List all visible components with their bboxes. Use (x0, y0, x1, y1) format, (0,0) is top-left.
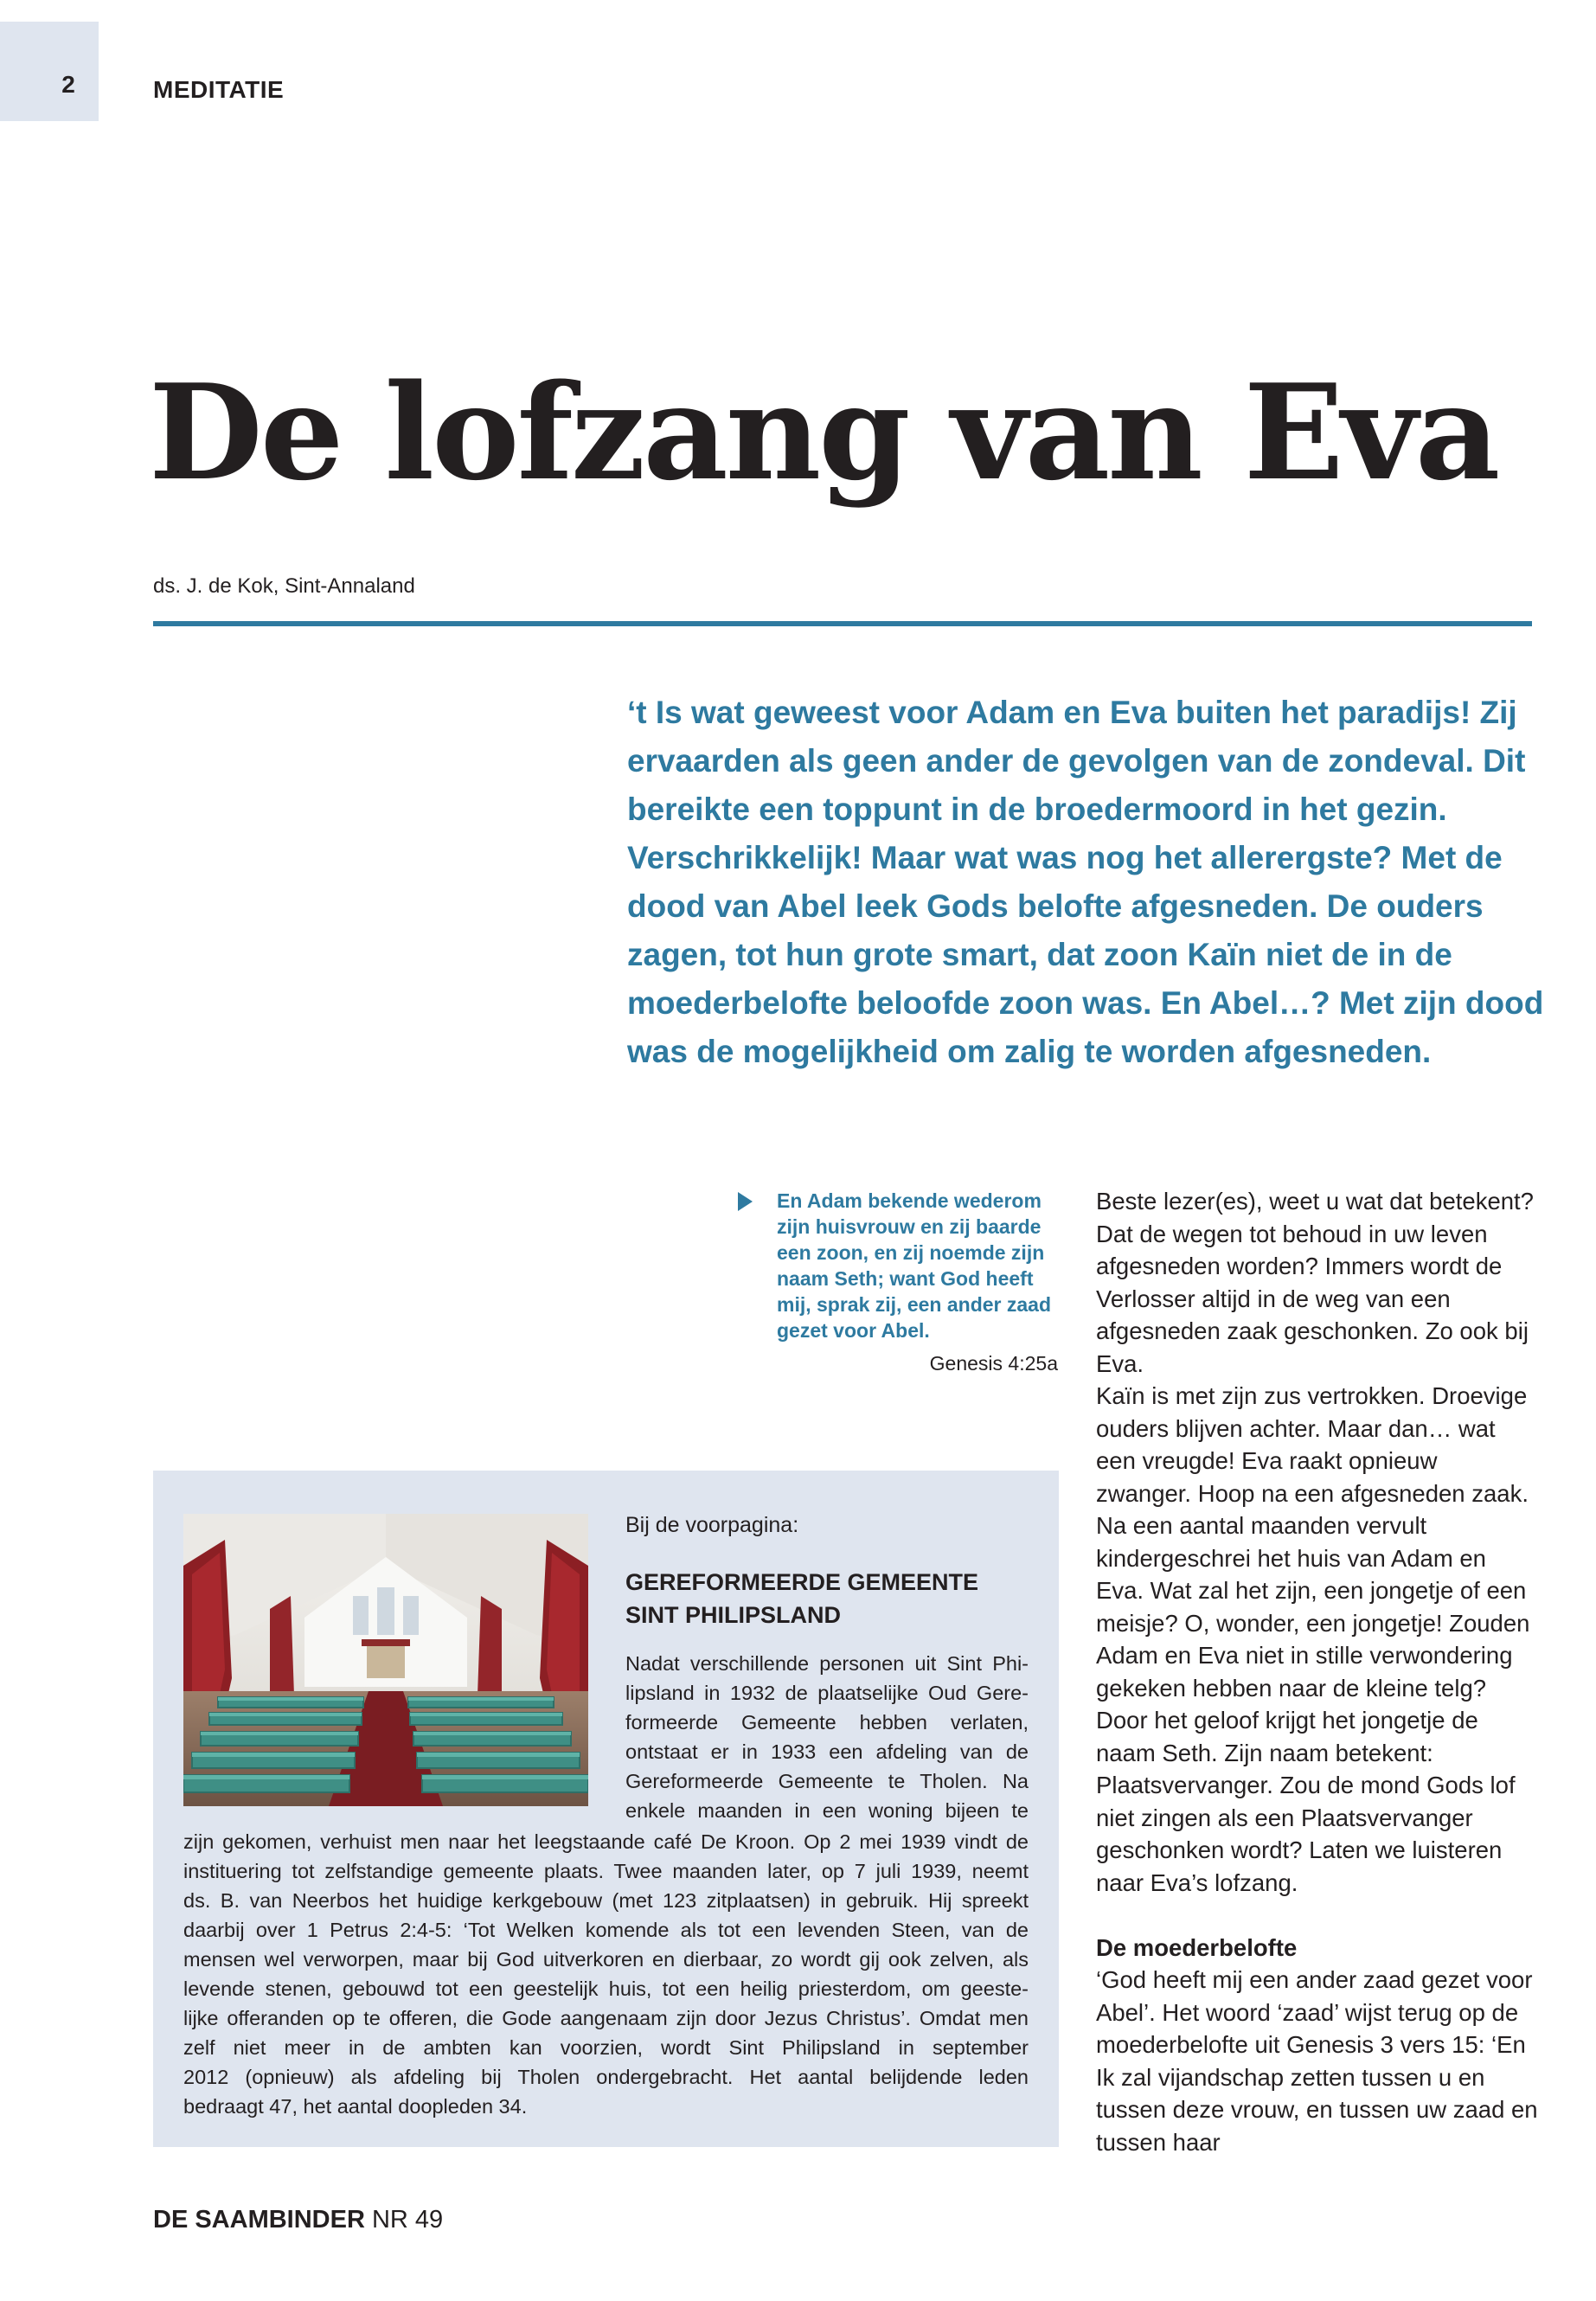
page-footer (153, 2206, 443, 2234)
sidebar-heading-line-2: SINT PHILIPSLAND (625, 1602, 842, 1628)
sidebar-line: zijn gekomen, verhuist men naar het leegstaande café De Kroon. Op 2 mei 1939 vindt de (183, 1830, 1029, 1853)
sidebar-heading-line-1: GEREFORMEERDE GEMEENTE (625, 1569, 979, 1595)
sidebar-line: mensen wel verworpen, maar bij God uitverkoren en dierbaar, zo wordt gij ook zelven, als (183, 1948, 1029, 1971)
publication-name: DE SAAMBINDER (153, 2206, 365, 2234)
sidebar-line: lijke offeranden op te offeren, die Gode aangenaam zijn door Jezus Christus’. Omdat men (183, 2007, 1029, 2029)
sidebar-line: levende stenen, gebouwd tot een geestelijk huis, tot een heilig priesterdom, om geeste- (183, 1977, 1029, 2000)
page-number: 2 (61, 71, 75, 98)
article-byline: ds. J. de Kok, Sint-Annaland (153, 574, 415, 598)
paragraph-spacer (1096, 1899, 1539, 1932)
sidebar-line: lipsland in 1932 de plaatselijke Oud Gere- (625, 1682, 1029, 1704)
sidebar-line: zelf niet meer in de ambten kan voorzien, wordt Sint Philipsland in september (183, 2036, 1029, 2059)
scripture-quote: En Adam bekende wederom zijn huisvrouw en zij baarde een zoon, en zij noemde zijn naam Seth; want God heeft mij, sprak zij, een ander zaad gezet voor Abel. (777, 1189, 1052, 1342)
article-body (1096, 1185, 1539, 2158)
intro-text: ‘t Is wat geweest voor Adam en Eva buiten het paradijs! Zij ervaarden als geen ander de gevolgen van de zondeval. Dit bereikte een toppunt in de broedermoord in het gezin. Verschrikkelijk! Maar wat was nog het allerergste? Met de dood van Abel leek Gods belofte afgesneden. De ouders zagen, tot hun grote smart, dat zoon Kaïn niet de in de moederbelofte beloofde zoon was. En Abel…? Met zijn dood was de mogelijkheid om zalig te worden afgesneden. (627, 695, 1544, 1069)
sidebar-line: bedraagt 47, het aantal doopleden 34. (183, 2095, 528, 2118)
sidebar-line: Gereformeerde Gemeente te Tholen. Na (625, 1770, 1029, 1792)
sidebar-line: ontstaat er in 1933 een afdeling van de (625, 1740, 1029, 1763)
article-title: De lofzang van Eva (149, 355, 1498, 510)
body-paragraph: Kaïn is met zijn zus vertrokken. Droevige ouders blijven achter. Maar dan… wat een vreugde! Eva raakt opnieuw zwanger. Hoop na een afgesneden zaak. Na een aantal maanden vervult kindergeschrei het huis van Adam en Eva. Wat zal het zijn, een jongetje of een meisje? O, wonder, een jongetje! Zouden Adam en Eva niet in stille verwondering gekeken hebben naar de kleine telg? Door het geloof krijgt het jongetje de naam Seth. Zijn naam betekent: Plaatsvervanger. Zou de mond Gods lof niet zingen als een Plaatsvervanger geschonken wordt? Laten we luisteren naar Eva’s lofzang. (1096, 1382, 1530, 1896)
triangle-bullet-icon (738, 1192, 753, 1211)
sidebar-line: Nadat verschillende personen uit Sint Phi- (625, 1652, 1029, 1675)
sidebar-line: ds. B. van Neerbos het huidige kerkgebouw (met 123 zitplaatsen) in gebruik. Hij spreekt (183, 1889, 1029, 1912)
sidebar-line: daarbij over 1 Petrus 2:4-5: ‘Tot Welken komende als tot een levenden Steen, van de (183, 1919, 1029, 1941)
sidebar-label: Bij de voorpagina: (625, 1513, 799, 1537)
sidebar-line: 2012 (opnieuw) als afdeling bij Tholen ondergebracht. Het aantal belijdende leden (183, 2066, 1029, 2088)
scripture-reference: Genesis 4:25a (929, 1352, 1058, 1375)
church-interior-photo (183, 1514, 588, 1806)
sidebar-line: formeerde Gemeente hebben verlaten, (625, 1711, 1029, 1734)
issue-number: NR 49 (371, 2206, 444, 2234)
body-paragraph: Beste lezer(es), weet u wat dat betekent? Dat de wegen tot behoud in uw leven afgesneden worden? Immers wordt de Verlosser altijd in de weg van een afgesneden zaak geschonken. Zo ook bij Eva. (1096, 1188, 1534, 1377)
section-label: MEDITATIE (153, 76, 285, 103)
sidebar-body-bottom (183, 1827, 1029, 2121)
sidebar-line: instituering tot zelfstandige gemeente plaats. Twee maanden later, op 7 juli 1939, neemt (183, 1860, 1029, 1882)
body-paragraph: ‘God heeft mij een ander zaad gezet voor Abel’. Het woord ‘zaad’ wijst terug op de moederbelofte uit Genesis 3 vers 15: ‘En Ik zal vijandschap zetten tussen u en tussen deze vrouw, en tussen uw zaad en tussen haar (1096, 1966, 1538, 2156)
sidebar-line: enkele maanden in een woning bijeen te (625, 1799, 1029, 1822)
body-subheading: De moederbelofte (1096, 1933, 1298, 1961)
sidebar-body-top (625, 1649, 1029, 1825)
article-intro (627, 689, 1553, 1076)
title-divider (153, 621, 1532, 626)
sidebar-heading (625, 1566, 978, 1631)
